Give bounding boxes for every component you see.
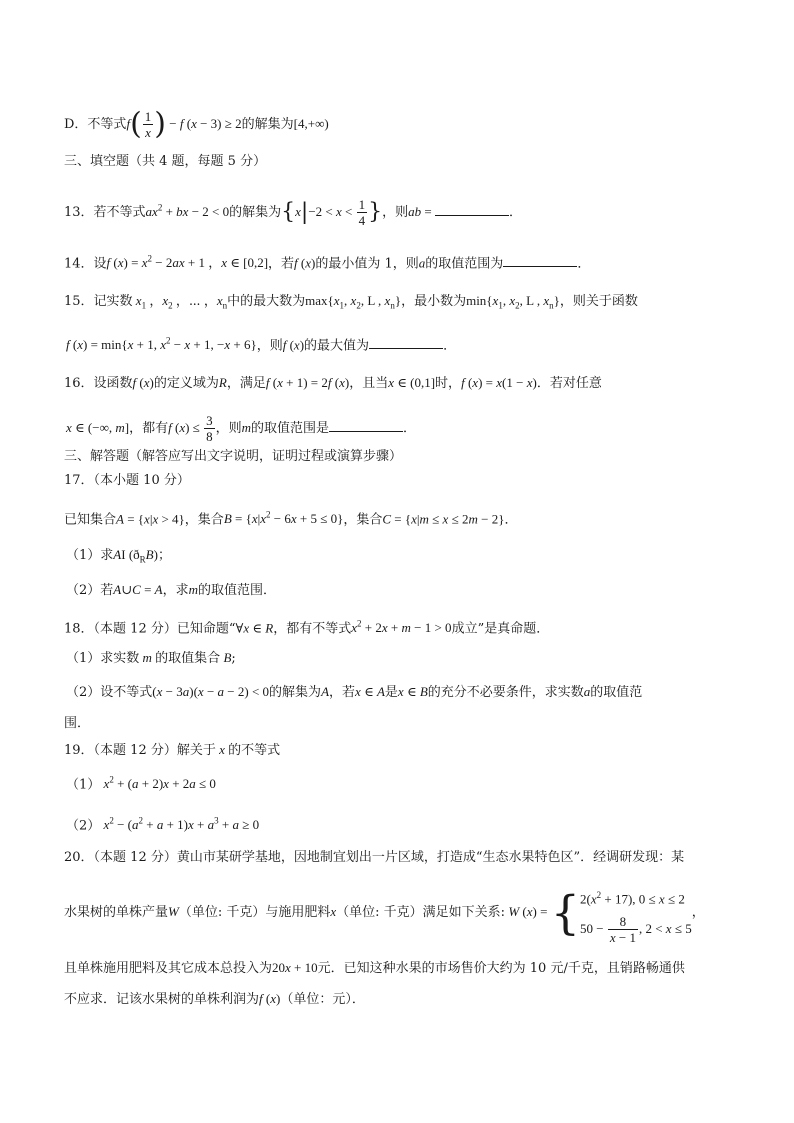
question-17-part-2: （2）若A∪C = A，求m的取值范围． bbox=[66, 582, 277, 598]
question-20-line-4: 不应求．记该水果树的单株利润为f (x)（单位：元）． bbox=[64, 991, 365, 1007]
answer-blank-15[interactable] bbox=[369, 336, 443, 349]
question-19-part-1: （1） $x^2 + (a + 2)x + 2a \le 0$ bbox=[66, 775, 216, 793]
question-16-line-2: x ∈ (−∞, m]，都有f (x) ≤ $\frac{3}{8}$ ，则m的取值范围是 ． bbox=[66, 413, 416, 444]
question-19-title: 19．（本题 12 分）解关于 x 的不等式 bbox=[64, 742, 281, 758]
question-15-line-2: f (x) = min{x + 1, $x^2 - x + 1$, −x + 6}，则f (x)的最大值为 ． bbox=[66, 336, 457, 354]
question-20-line-2: 水果树的单株产量W（单位: 千克）与施用肥料x（单位: 千克）满足如下关系: W (x) = { $2(x^2 + 17)$, 0 ≤ x ≤ 2 50 − $\frac{8}{x - 1}$ , 2 < x ≤ 5 ， bbox=[64, 878, 705, 947]
question-18-part-2: （2）设不等式(x − 3a)(x − a − 2) < 0的解集为A，若x ∈ A是x ∈ B的充分不必要条件，求实数a的取值范 bbox=[66, 684, 643, 700]
question-18-title: 18．（本题 12 分）已知命题“∀x ∈ R，都有不等式$x^2 + 2x + m - 1 > 0$成立”是真命题． bbox=[64, 619, 550, 637]
option-d: D．不等式f( $\frac{1}{x}$ ) − f (x − 3) ≥ 2的解集为[4,+∞) bbox=[64, 106, 329, 142]
question-19-part-2: （2） $x^2 - (a^2 + a + 1)x + a^3 + a \ge 0$ bbox=[66, 816, 260, 834]
answer-blank-13[interactable] bbox=[435, 203, 509, 216]
question-17-title: 17．（本小题 10 分） bbox=[64, 473, 190, 488]
answer-blank-16[interactable] bbox=[329, 419, 403, 432]
section-answer-heading: 三、解答题（解答应写出文字说明，证明过程或演算步骤） bbox=[64, 449, 403, 464]
question-20-line-3: 且单株施用肥料及其它成本总投入为20x + 10元．已知这种水果的市场售价大约为 10 元/千克，且销路畅通供 bbox=[64, 960, 685, 976]
question-18-part-1: （1）求实数 m 的取值集合 B; bbox=[66, 650, 236, 666]
question-13: 13．若不等式$ax^2$ + bx − 2 < 0的解集为{x|−2 < x < $\frac{1}{4}$ }，则ab = ． bbox=[64, 197, 523, 228]
answer-blank-14[interactable] bbox=[503, 254, 577, 267]
question-17-part-1: （1）求AI $(ð_RB)$； bbox=[66, 547, 171, 565]
question-16-line-1: 16．设函数f (x)的定义域为R，满足f (x + 1) = 2f (x)，且当x ∈ (0,1]时，f (x) = x(1 − x)．若对任意 bbox=[64, 375, 602, 391]
piecewise-function: $2(x^2 + 17)$, 0 ≤ x ≤ 2 50 − $\frac{8}{x - 1}$ , 2 < x ≤ 5 bbox=[579, 889, 692, 946]
question-15-line-1: 15．记实数 $x_1$ ，$x_2$ ，⋯ ，$x_n$中的最大数为$\max\{x_1$, $x_2$, L , $x_n$}，最小数为$\min\{x_1$, $x_2$, L , $x_n$}，则关于函数 bbox=[64, 293, 638, 311]
question-18-part-2-cont: 围． bbox=[64, 716, 91, 731]
section-fill-in-heading: 三、填空题（共 4 题，每题 5 分） bbox=[64, 154, 267, 169]
question-20-line-1: 20．（本题 12 分）黄山市某研学基地，因地制宜划出一片区域，打造成“生态水果特色区”．经调研发现：某 bbox=[64, 850, 685, 865]
question-14: 14．设f $(x) = x^2 - 2ax + 1$ ，x ∈ [0,2]，若f (x)的最小值为 1，则a的取值范围为 ． bbox=[64, 254, 591, 272]
question-17-sets: 已知集合A = {x|x > 4}，集合$B = \{x|x^2 - 6x + 5 \le 0\}$，集合C = {x|m ≤ x ≤ 2m − 2}． bbox=[64, 510, 518, 528]
